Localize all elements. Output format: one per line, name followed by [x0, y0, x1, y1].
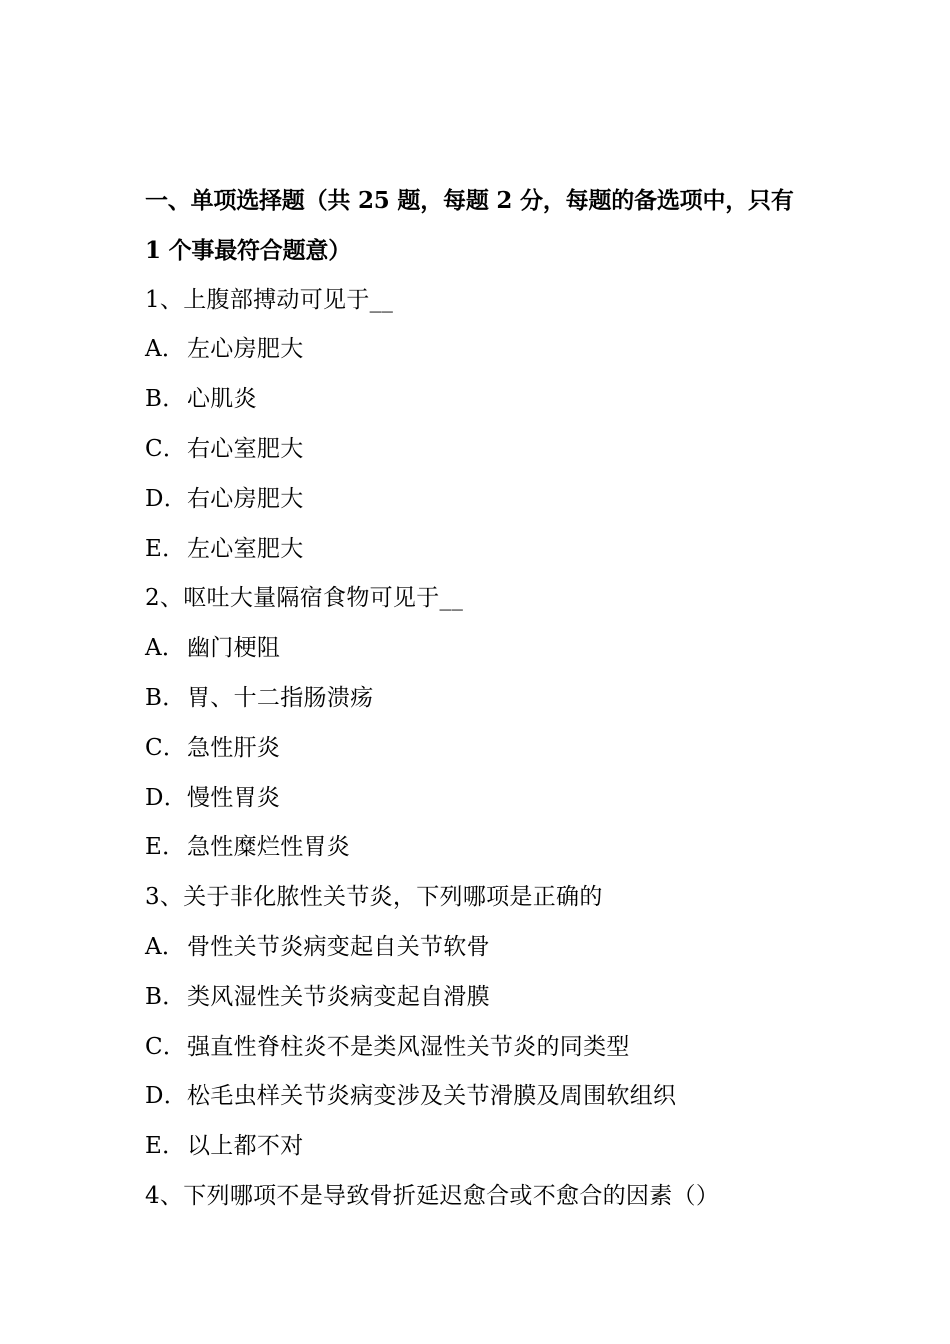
option-d	[145, 475, 825, 525]
option-text: 右心房肥大	[187, 485, 304, 512]
option-letter: A．	[145, 635, 186, 662]
option-text: 左心室肥大	[187, 535, 304, 562]
question-1	[145, 276, 825, 575]
option-text: 骨性关节炎病变起自关节软骨	[187, 933, 490, 960]
option-letter: B．	[145, 684, 186, 711]
option-letter: C．	[145, 734, 187, 761]
option-letter: E．	[145, 1133, 186, 1160]
option-letter: D．	[145, 485, 188, 512]
option-a	[145, 923, 825, 973]
question-stem: 1、上腹部搏动可见于__	[145, 286, 394, 313]
option-letter: C．	[145, 435, 187, 462]
question-stem: 3、关于非化脓性关节炎，下列哪项是正确的	[145, 884, 603, 911]
option-c	[145, 425, 825, 475]
option-text: 幽门梗阻	[187, 635, 281, 662]
option-letter: A．	[145, 933, 186, 960]
option-text: 松毛虫样关节炎病变涉及关节滑膜及周围软组织	[187, 1083, 677, 1110]
option-b	[145, 674, 825, 724]
option-letter: B．	[145, 983, 186, 1010]
option-e	[145, 525, 825, 575]
exam-content	[145, 176, 825, 1222]
option-a	[145, 624, 825, 674]
option-letter: D．	[145, 784, 188, 811]
section-heading-line-1: 一、单项选择题（共 25 题，每题 2 分，每题的备选项中，只有	[145, 187, 794, 214]
option-d	[145, 1072, 825, 1122]
option-a	[145, 325, 825, 375]
option-b	[145, 973, 825, 1023]
question-2	[145, 574, 825, 873]
option-text: 以上都不对	[187, 1133, 304, 1160]
option-b	[145, 375, 825, 425]
option-letter: B．	[145, 386, 186, 413]
option-letter: A．	[145, 336, 186, 363]
option-d	[145, 774, 825, 824]
option-letter: D．	[145, 1083, 188, 1110]
option-e	[145, 1122, 825, 1172]
option-text: 胃、十二指肠溃疡	[187, 684, 374, 711]
option-c	[145, 724, 825, 774]
option-letter: E．	[145, 834, 186, 861]
option-c	[145, 1023, 825, 1073]
option-text: 左心房肥大	[187, 336, 304, 363]
option-text: 强直性脊柱炎不是类风湿性关节炎的同类型	[187, 1033, 630, 1060]
option-text: 心肌炎	[187, 386, 257, 413]
question-3	[145, 873, 825, 1172]
option-text: 慢性胃炎	[187, 784, 281, 811]
question-stem: 4、下列哪项不是导致骨折延迟愈合或不愈合的因素（）	[145, 1182, 720, 1209]
option-text: 急性糜烂性胃炎	[187, 834, 351, 861]
option-letter: E．	[145, 535, 186, 562]
option-text: 右心室肥大	[187, 435, 304, 462]
option-e	[145, 823, 825, 873]
option-letter: C．	[145, 1033, 187, 1060]
option-text: 类风湿性关节炎病变起自滑膜	[187, 983, 490, 1010]
section-heading-line-2: 1 个事最符合题意）	[145, 236, 352, 264]
question-4	[145, 1172, 825, 1222]
option-text: 急性肝炎	[187, 734, 281, 761]
question-stem: 2、呕吐大量隔宿食物可见于__	[145, 585, 464, 612]
